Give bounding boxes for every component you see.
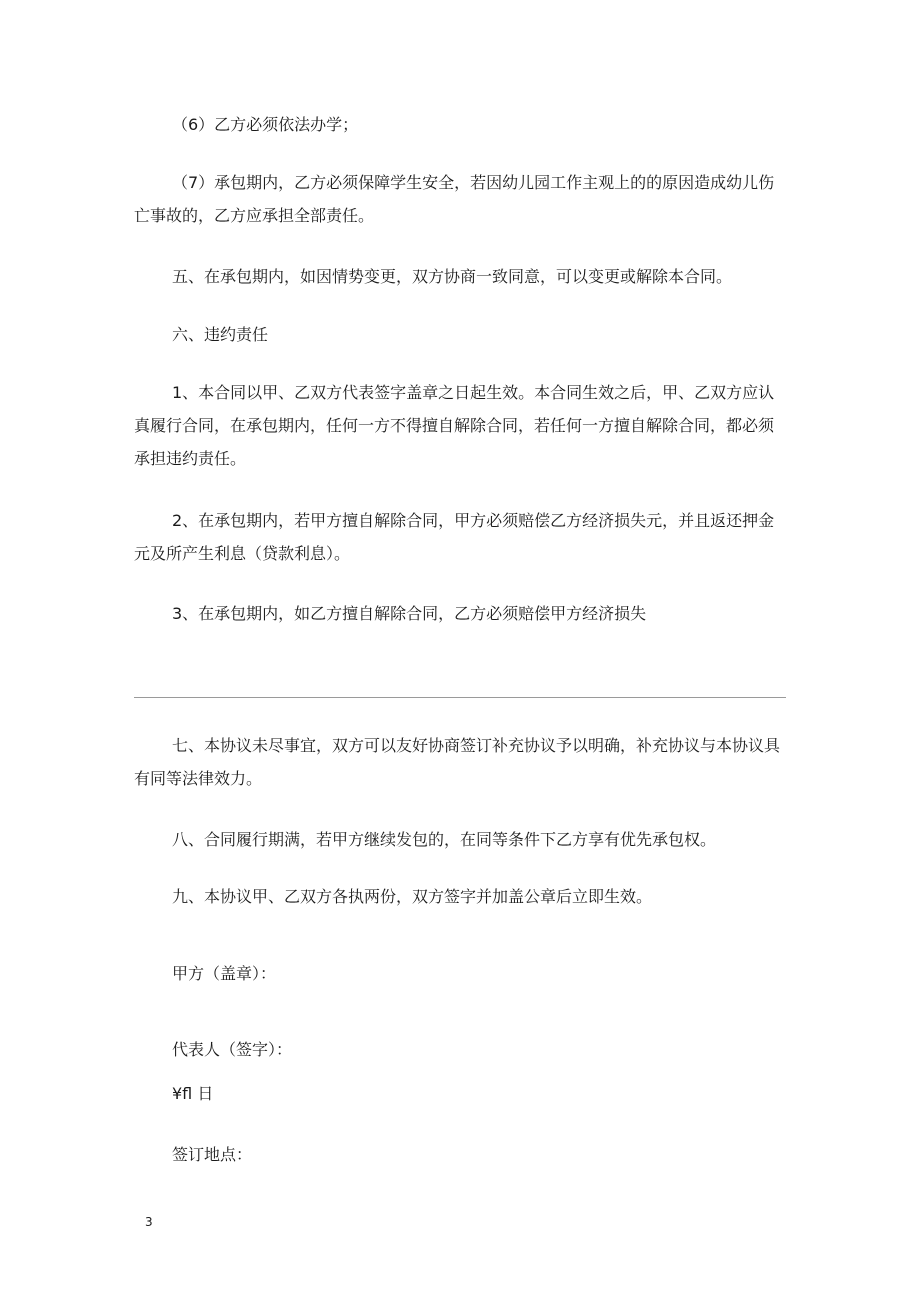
liability-clause-1: 1、本合同以甲、乙双方代表签字盖章之日起生效。本合同生效之后，甲、乙双方应认真履行合同，在承包期内，任何一方不得擅自解除合同，若任何一方擅自解除合同，都必须承担违约责任。 <box>134 383 775 468</box>
party-a-seal-label: 甲方（盖章）： <box>172 964 277 983</box>
date-label: ¥fl 日 <box>172 1084 214 1103</box>
section-8: 八、合同履行期满，若甲方继续发包的，在同等条件下乙方享有优先承包权。 <box>172 830 717 849</box>
section-9: 九、本协议甲、乙双方各执两份，双方签字并加盖公章后立即生效。 <box>172 887 653 906</box>
representative-signature-label: 代表人（签字）： <box>172 1040 293 1059</box>
section-6-heading: 六、违约责任 <box>172 325 269 344</box>
section-7: 七、本协议未尽事宜，双方可以友好协商签订补充协议予以明确，补充协议与本协议具有同等法律效力。 <box>134 736 781 788</box>
section-5: 五、在承包期内，如因情势变更，双方协商一致同意，可以变更或解除本合同。 <box>172 267 733 286</box>
clause-7: （7）承包期内，乙方必须保障学生安全，若因幼儿园工作主观上的的原因造成幼儿伤亡事故的，乙方应承担全部责任。 <box>134 173 775 225</box>
clause-6: （6）乙方必须依法办学； <box>172 115 359 134</box>
liability-clause-3: 3、在承包期内，如乙方擅自解除合同，乙方必须赔偿甲方经济损失 <box>172 604 647 623</box>
page-divider <box>134 697 786 698</box>
signing-place-label: 签订地点： <box>172 1145 253 1164</box>
page-number: 3 <box>145 1215 153 1229</box>
liability-clause-2: 2、在承包期内，若甲方擅自解除合同，甲方必须赔偿乙方经济损失元，并且返还押金元及所产生利息（贷款利息）。 <box>134 511 775 563</box>
